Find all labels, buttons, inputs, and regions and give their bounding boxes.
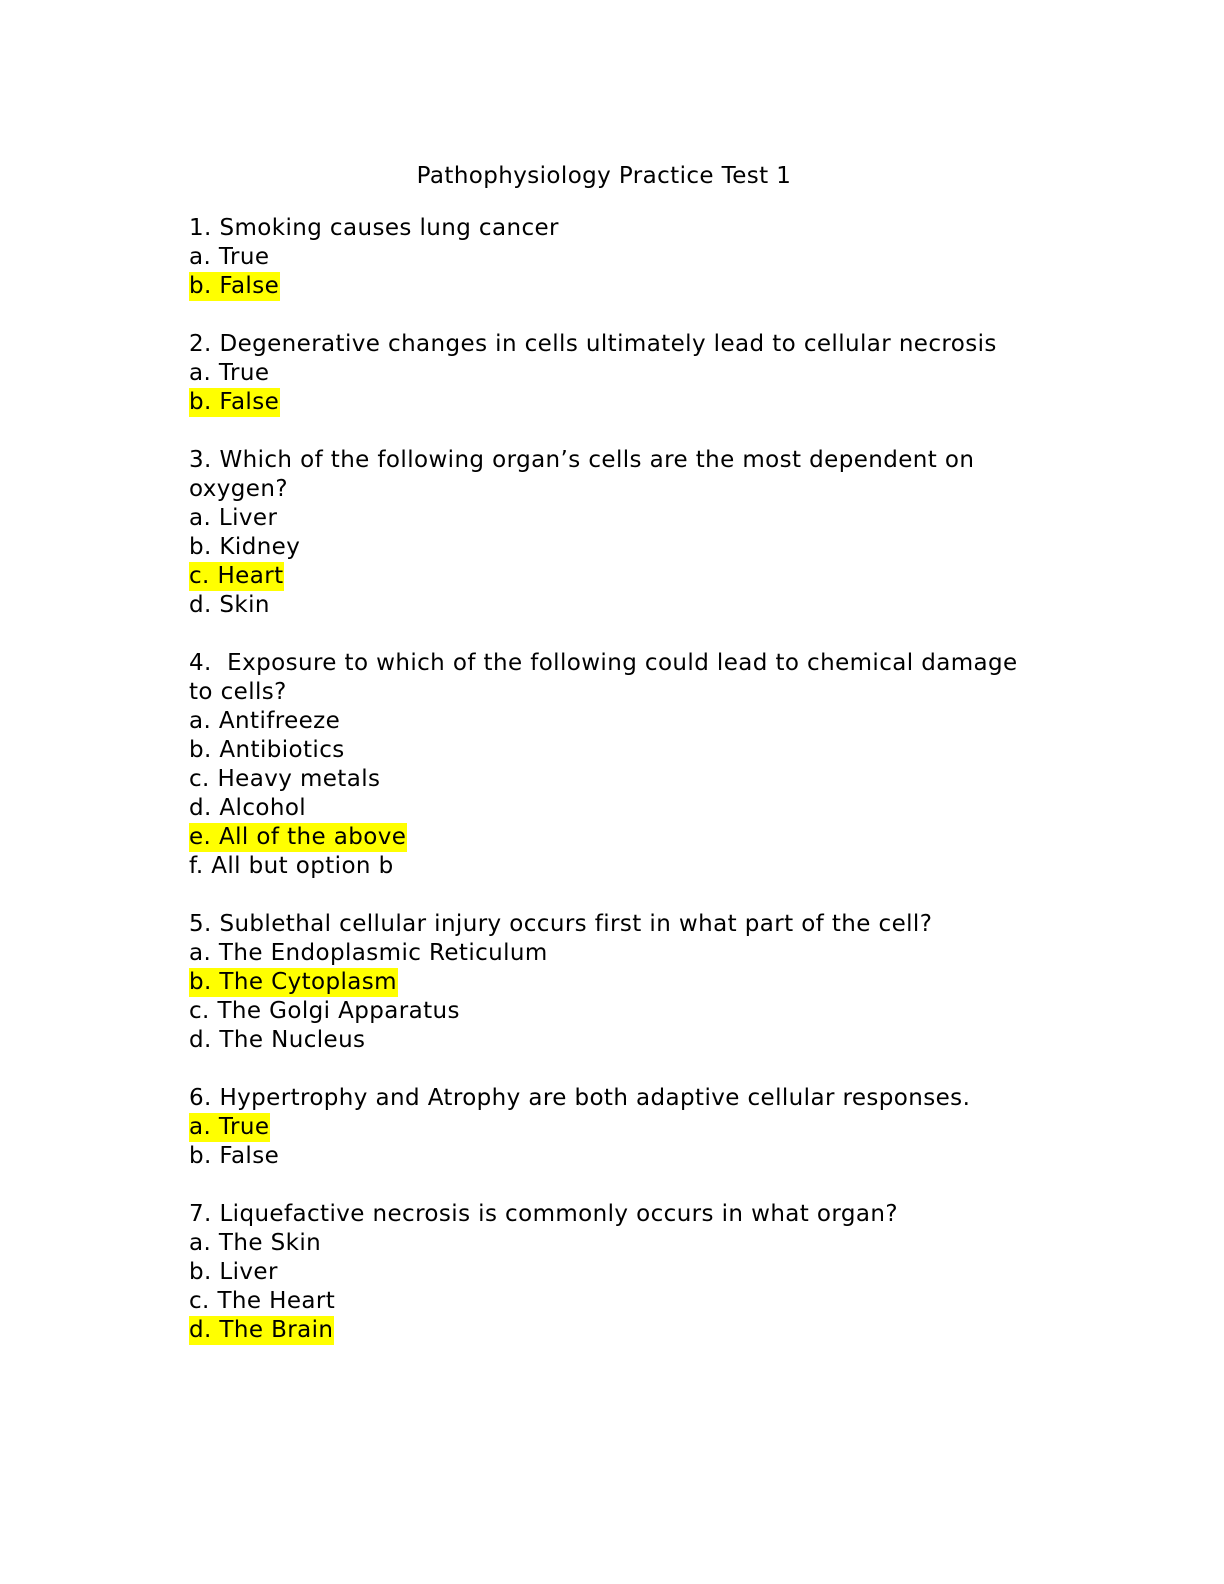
answer-option-label: d. The Nucleus — [189, 1027, 366, 1053]
answer-option-highlighted — [189, 1316, 1049, 1345]
question-2 — [189, 330, 1049, 417]
answer-option-label: c. Heavy metals — [189, 766, 381, 792]
question-7 — [189, 1200, 1049, 1345]
answer-option-label: b. False — [189, 389, 280, 415]
question-3 — [189, 446, 1049, 620]
answer-option — [189, 852, 1049, 881]
answer-option-highlighted — [189, 272, 1049, 301]
answer-option-label: c. The Heart — [189, 1288, 336, 1314]
answer-option-label: d. Skin — [189, 592, 270, 618]
answer-option — [189, 1287, 1049, 1316]
answer-option — [189, 1142, 1049, 1171]
answer-option-label: a. The Skin — [189, 1230, 322, 1256]
answer-option-highlighted — [189, 1113, 1049, 1142]
answer-option — [189, 1229, 1049, 1258]
answer-option — [189, 504, 1049, 533]
question-text: 6. Hypertrophy and Atrophy are both adaptive cellular responses. — [189, 1085, 971, 1111]
answer-option — [189, 591, 1049, 620]
answer-option-label: a. True — [189, 1114, 270, 1140]
question-1 — [189, 214, 1049, 301]
answer-option-highlighted — [189, 823, 1049, 852]
answer-option — [189, 533, 1049, 562]
answer-option — [189, 707, 1049, 736]
page-title: Pathophysiology Practice Test 1 — [416, 163, 792, 189]
answer-option — [189, 1026, 1049, 1055]
answer-option-label: c. Heart — [189, 563, 284, 589]
answer-option-label: b. The Cytoplasm — [189, 969, 397, 995]
answer-option-label: a. Liver — [189, 505, 278, 531]
answer-option — [189, 1258, 1049, 1287]
answer-option-label: e. All of the above — [189, 824, 407, 850]
answer-option-label: a. The Endoplasmic Reticulum — [189, 940, 548, 966]
answer-option-highlighted — [189, 968, 1049, 997]
question-6 — [189, 1084, 1049, 1171]
answer-option-label: b. False — [189, 1143, 280, 1169]
answer-option-label: f. All but option b — [189, 853, 394, 879]
answer-option — [189, 939, 1049, 968]
answer-option-label: a. True — [189, 360, 270, 386]
question-text: 4. Exposure to which of the following could lead to chemical damage to cells? — [189, 650, 1026, 705]
answer-option-label: d. The Brain — [189, 1317, 334, 1343]
answer-option — [189, 359, 1049, 388]
answer-option-label: b. False — [189, 273, 280, 299]
question-4 — [189, 649, 1049, 881]
question-text: 7. Liquefactive necrosis is commonly occurs in what organ? — [189, 1201, 898, 1227]
answer-option — [189, 736, 1049, 765]
answer-option-label: c. The Golgi Apparatus — [189, 998, 460, 1024]
answer-option-label: a. True — [189, 244, 270, 270]
answer-option-label: a. Antifreeze — [189, 708, 341, 734]
question-text: 5. Sublethal cellular injury occurs first in what part of the cell? — [189, 911, 933, 937]
answer-option-label: b. Antibiotics — [189, 737, 345, 763]
answer-option — [189, 243, 1049, 272]
question-5 — [189, 910, 1049, 1055]
answer-option-label: b. Kidney — [189, 534, 301, 560]
question-text: 3. Which of the following organ’s cells are the most dependent on oxygen? — [189, 447, 983, 502]
answer-option — [189, 997, 1049, 1026]
question-list — [189, 214, 1049, 1345]
answer-option — [189, 765, 1049, 794]
document-page — [189, 158, 1049, 1374]
answer-option-highlighted — [189, 562, 1049, 591]
answer-option-label: d. Alcohol — [189, 795, 307, 821]
answer-option-label: b. Liver — [189, 1259, 278, 1285]
answer-option-highlighted — [189, 388, 1049, 417]
answer-option — [189, 794, 1049, 823]
question-text: 1. Smoking causes lung cancer — [189, 215, 559, 241]
question-text: 2. Degenerative changes in cells ultimately lead to cellular necrosis — [189, 331, 997, 357]
